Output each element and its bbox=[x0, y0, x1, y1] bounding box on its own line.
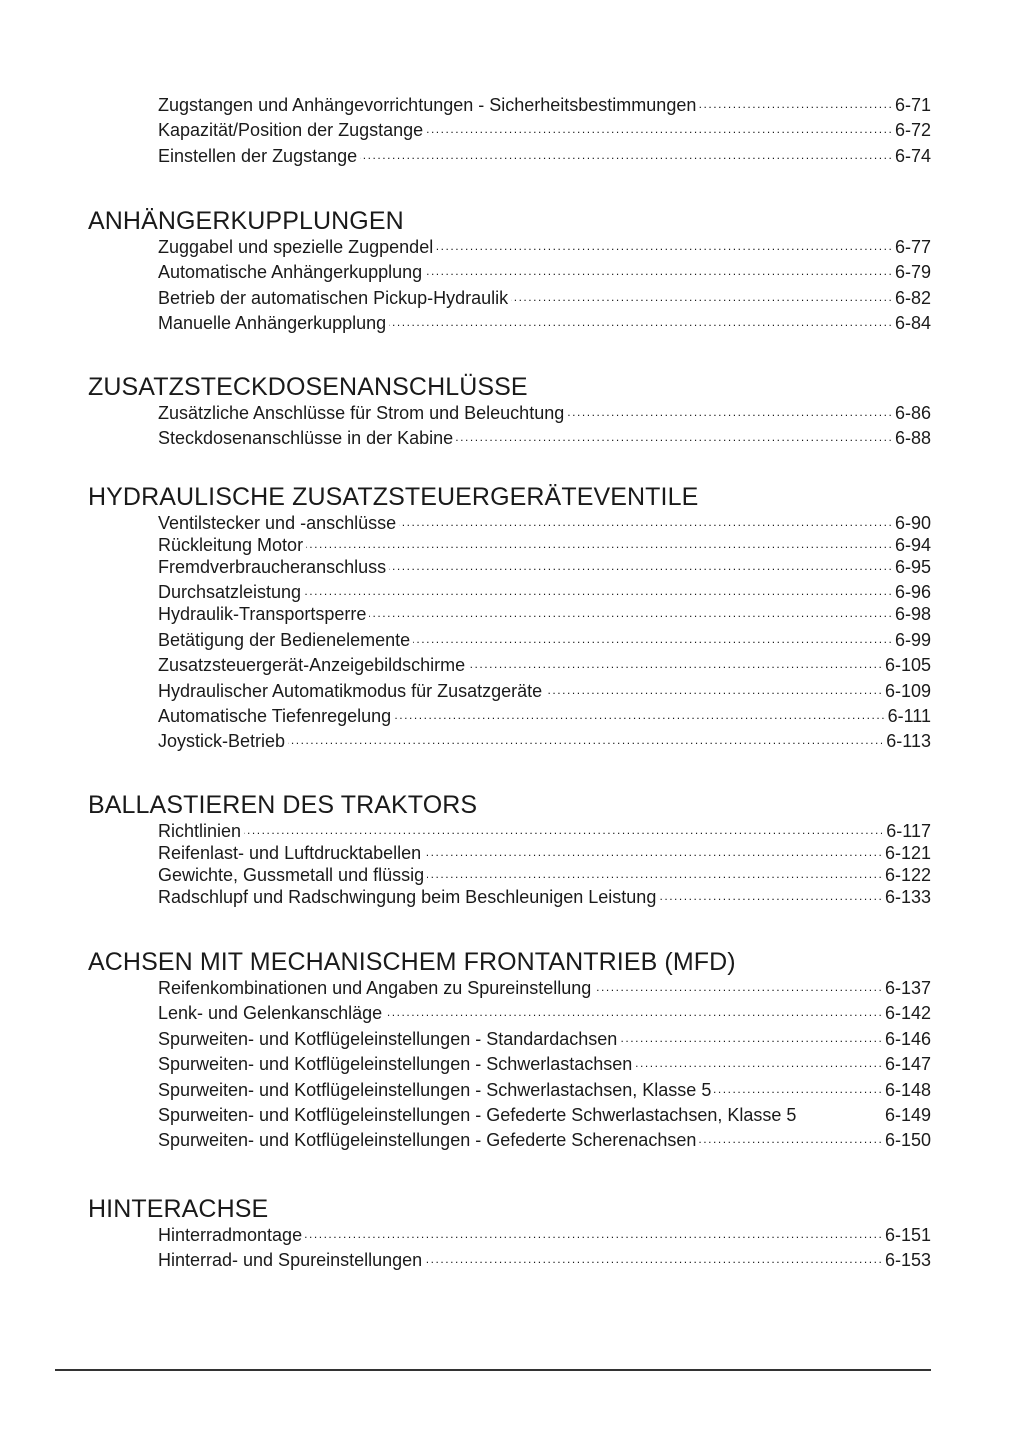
toc-entry-page: 6-79 bbox=[894, 262, 931, 283]
toc-section-hydraulische-zusatzsteuergeraeteventile bbox=[88, 483, 931, 755]
toc-entry[interactable] bbox=[158, 885, 931, 910]
dot-leader bbox=[425, 260, 891, 278]
toc-entry[interactable] bbox=[158, 819, 931, 841]
toc-entry-label: Einstellen der Zugstange bbox=[158, 145, 358, 166]
toc-section-ballastieren bbox=[88, 791, 931, 910]
toc-entry[interactable] bbox=[158, 533, 931, 555]
toc-entry-label: Automatische Anhängerkupplung bbox=[158, 262, 423, 283]
dot-leader bbox=[714, 1078, 881, 1096]
toc-entry[interactable] bbox=[158, 1223, 931, 1248]
dot-leader bbox=[511, 286, 891, 304]
toc-entry-page: 6-148 bbox=[884, 1079, 931, 1100]
toc-entry[interactable] bbox=[158, 580, 931, 602]
toc-entry[interactable] bbox=[158, 235, 931, 260]
toc-entry-label: Spurweiten- und Kotflügeleinstellungen - Gefederte Schwerlastachsen, Klasse 5 bbox=[158, 1104, 797, 1125]
toc-entry-page: 6-109 bbox=[884, 680, 931, 701]
toc-entry[interactable] bbox=[158, 628, 931, 653]
toc-entry[interactable] bbox=[158, 311, 931, 336]
toc-entry-label: Automatische Tiefenregelung bbox=[158, 705, 392, 726]
toc-entry-page: 6-88 bbox=[894, 428, 931, 449]
toc-entry[interactable] bbox=[158, 729, 931, 754]
toc-entry-label: Zusatzsteuergerät-Anzeigebildschirme bbox=[158, 655, 466, 676]
toc-entry-page: 6-149 bbox=[884, 1104, 931, 1125]
dot-leader bbox=[436, 235, 891, 253]
toc-entries bbox=[158, 93, 931, 169]
toc-entry-label: Fremdverbraucheranschluss bbox=[158, 557, 387, 577]
toc-entry-page: 6-94 bbox=[894, 535, 931, 555]
toc-entry[interactable] bbox=[158, 863, 931, 885]
toc-entry-label: Spurweiten- und Kotflügeleinstellungen - Schwerlastachsen, Klasse 5 bbox=[158, 1079, 712, 1100]
dot-leader bbox=[288, 729, 882, 747]
toc-entry[interactable] bbox=[158, 1128, 931, 1153]
dot-leader bbox=[427, 863, 881, 881]
toc-entry-label: Hinterrad- und Spureinstellungen bbox=[158, 1250, 423, 1271]
dot-leader bbox=[456, 426, 891, 444]
toc-entry-label: Betätigung der Bedienelemente bbox=[158, 629, 411, 650]
toc-entry-page: 6-150 bbox=[884, 1130, 931, 1151]
toc-entry-page: 6-153 bbox=[884, 1250, 931, 1271]
toc-entry-label: Kapazität/Position der Zugstange bbox=[158, 120, 424, 141]
toc-entry[interactable] bbox=[158, 286, 931, 311]
toc-entry-label: Hinterradmontage bbox=[158, 1225, 303, 1245]
toc-entry-page: 6-90 bbox=[894, 513, 931, 533]
toc-entry-label: Gewichte, Gussmetall und flüssig bbox=[158, 865, 425, 885]
toc-entries bbox=[158, 401, 931, 452]
toc-entry-label: Lenk- und Gelenkanschläge bbox=[158, 1003, 383, 1024]
toc-entry-page: 6-122 bbox=[884, 865, 931, 885]
toc-entry-page: 6-77 bbox=[894, 237, 931, 257]
toc-entry[interactable] bbox=[158, 1248, 931, 1273]
toc-entry[interactable] bbox=[158, 1078, 931, 1103]
toc-entry[interactable] bbox=[158, 1103, 931, 1128]
toc-entry-label: Betrieb der automatischen Pickup-Hydraulik bbox=[158, 287, 509, 308]
toc-entry[interactable] bbox=[158, 144, 931, 169]
toc-entry[interactable] bbox=[158, 653, 931, 678]
dot-leader bbox=[244, 819, 882, 837]
toc-entry[interactable] bbox=[158, 841, 931, 863]
toc-entry-page: 6-142 bbox=[884, 1003, 931, 1024]
toc-entry-label: Rückleitung Motor bbox=[158, 535, 304, 555]
dot-leader bbox=[369, 602, 891, 620]
toc-entries bbox=[158, 976, 931, 1154]
toc-entry-label: Hydraulischer Automatikmodus für Zusatzgeräte bbox=[158, 680, 543, 701]
toc-entry[interactable] bbox=[158, 1001, 931, 1026]
toc-entry-page: 6-74 bbox=[894, 145, 931, 166]
toc-entry-page: 6-95 bbox=[894, 557, 931, 577]
toc-section-title: ZUSATZSTECKDOSENANSCHLÜSSE bbox=[88, 373, 528, 401]
toc-entries bbox=[158, 1223, 931, 1274]
dot-leader bbox=[545, 679, 881, 697]
toc-section-anhaengerkupplungen bbox=[88, 207, 931, 337]
toc-entry[interactable] bbox=[158, 426, 931, 451]
toc-entry[interactable] bbox=[158, 704, 931, 729]
toc-section-title: HYDRAULISCHE ZUSATZSTEUERGERÄTEVENTILE bbox=[88, 483, 699, 511]
dot-leader bbox=[360, 144, 891, 162]
toc-entry-page: 6-98 bbox=[894, 604, 931, 625]
toc-entry-label: Spurweiten- und Kotflügeleinstellungen - Schwerlastachsen bbox=[158, 1054, 633, 1075]
dot-leader bbox=[567, 401, 891, 419]
footer-rule bbox=[55, 1369, 931, 1371]
toc-entry[interactable] bbox=[158, 555, 931, 580]
toc-entry-label: Reifenlast- und Luftdrucktabellen bbox=[158, 843, 422, 863]
toc-entry-label: Richtlinien bbox=[158, 821, 242, 841]
toc-entry-page: 6-133 bbox=[884, 887, 931, 907]
dot-leader bbox=[385, 1001, 881, 1019]
toc-entries bbox=[158, 511, 931, 755]
toc-entry-page: 6-137 bbox=[884, 978, 931, 998]
toc-entry[interactable] bbox=[158, 976, 931, 1001]
toc-entry-page: 6-113 bbox=[886, 731, 931, 752]
toc-section-zusatzsteckdosenanschluesse bbox=[88, 373, 931, 452]
dot-leader bbox=[594, 976, 881, 994]
toc-entry-label: Durchsatzleistung bbox=[158, 582, 302, 603]
toc-entry-page: 6-117 bbox=[886, 821, 931, 841]
dot-leader bbox=[699, 1128, 881, 1146]
toc-entry-label: Spurweiten- und Kotflügeleinstellungen - Standardachsen bbox=[158, 1028, 618, 1049]
toc-entry-label: Ventilstecker und -anschlüsse bbox=[158, 513, 397, 533]
dot-leader bbox=[635, 1052, 881, 1070]
dot-leader bbox=[389, 555, 891, 573]
toc-section-title: BALLASTIEREN DES TRAKTORS bbox=[88, 791, 478, 819]
toc-section-hinterachse bbox=[88, 1195, 931, 1274]
toc-section-title: HINTERACHSE bbox=[88, 1195, 269, 1223]
dot-leader bbox=[394, 704, 883, 722]
toc-entry-page: 6-147 bbox=[884, 1054, 931, 1075]
toc-section-title: ACHSEN MIT MECHANISCHEM FRONTANTRIEB (MFD) bbox=[88, 948, 736, 976]
toc-entry-page: 6-86 bbox=[894, 403, 931, 423]
dot-leader bbox=[389, 311, 891, 329]
toc-entry-page: 6-99 bbox=[894, 629, 931, 650]
toc-entry-label: Zugstangen und Anhängevorrichtungen - Sicherheitsbestimmungen bbox=[158, 95, 697, 115]
toc-entry[interactable] bbox=[158, 93, 931, 118]
dot-leader bbox=[304, 580, 891, 598]
toc-entry[interactable] bbox=[158, 1027, 931, 1052]
dot-leader bbox=[399, 511, 891, 529]
toc-entry-label: Radschlupf und Radschwingung beim Beschleunigen Leistung bbox=[158, 887, 657, 907]
toc-entry-page: 6-121 bbox=[884, 843, 931, 863]
toc-section-achsen-mfd bbox=[88, 948, 931, 1154]
toc-entry-page: 6-71 bbox=[894, 95, 931, 115]
toc-entry[interactable] bbox=[158, 679, 931, 704]
toc-entry[interactable] bbox=[158, 401, 931, 426]
toc-entry[interactable] bbox=[158, 118, 931, 143]
toc-entry-label: Zuggabel und spezielle Zugpendel bbox=[158, 237, 434, 257]
toc-entry-page: 6-82 bbox=[894, 287, 931, 308]
toc-entry[interactable] bbox=[158, 602, 931, 627]
toc-section-title: ANHÄNGERKUPPLUNGEN bbox=[88, 207, 404, 235]
toc-entry-page: 6-151 bbox=[884, 1225, 931, 1245]
toc-section-continuation bbox=[88, 93, 931, 169]
toc-entry-label: Zusätzliche Anschlüsse für Strom und Beleuchtung bbox=[158, 403, 565, 423]
dot-leader bbox=[620, 1027, 881, 1045]
toc-entry[interactable] bbox=[158, 511, 931, 533]
toc-entry[interactable] bbox=[158, 260, 931, 285]
toc-entry-label: Manuelle Anhängerkupplung bbox=[158, 313, 387, 334]
dot-leader bbox=[468, 653, 881, 671]
toc-entry-page: 6-84 bbox=[894, 313, 931, 334]
toc-entry[interactable] bbox=[158, 1052, 931, 1077]
dot-leader bbox=[659, 885, 881, 903]
toc-entry-label: Reifenkombinationen und Angaben zu Spureinstellung bbox=[158, 978, 592, 998]
toc-entry-page: 6-96 bbox=[894, 582, 931, 603]
dot-leader bbox=[426, 118, 891, 136]
toc-entry-label: Spurweiten- und Kotflügeleinstellungen - Gefederte Scherenachsen bbox=[158, 1130, 697, 1151]
toc-entry-page: 6-105 bbox=[884, 655, 931, 676]
toc-entries bbox=[158, 235, 931, 337]
dot-leader bbox=[305, 1223, 881, 1241]
toc-entries bbox=[158, 819, 931, 910]
toc-entry-page: 6-111 bbox=[887, 705, 931, 726]
dot-leader bbox=[306, 533, 891, 551]
toc-entry-page: 6-72 bbox=[894, 120, 931, 141]
dot-leader bbox=[425, 1248, 881, 1266]
toc-entry-page: 6-146 bbox=[884, 1028, 931, 1049]
dot-leader bbox=[413, 628, 891, 646]
toc-entry-label: Hydraulik-Transportsperre bbox=[158, 604, 367, 625]
toc-entry-label: Joystick-Betrieb bbox=[158, 731, 286, 752]
toc-entry-label: Steckdosenanschlüsse in der Kabine bbox=[158, 428, 454, 449]
dot-leader bbox=[699, 93, 891, 111]
dot-leader bbox=[424, 841, 881, 859]
